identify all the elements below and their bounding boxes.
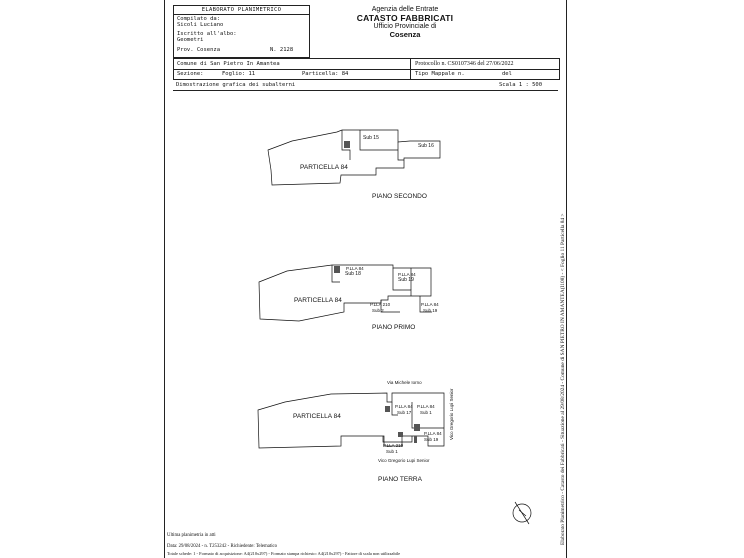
primo-pla-label-1: P.LLA 84 bbox=[346, 266, 364, 271]
particella-field: Particella: 84 bbox=[302, 71, 349, 77]
comune-field: Comune di San Pietro In Amantea bbox=[177, 61, 280, 67]
secondo-title: PIANO SECONDO bbox=[372, 193, 427, 200]
elaborato-title: ELABORATO PLANIMETRICO bbox=[174, 6, 309, 15]
del-field: del bbox=[502, 71, 512, 77]
primo-sub-label-1: Sub 18 bbox=[345, 271, 361, 277]
plan-piano-terra bbox=[258, 393, 444, 448]
street-vico-gregorio-bottom: Vico Gregorio Lupi Senior bbox=[378, 458, 430, 463]
terra-sub-label-2: Sub 1 bbox=[420, 410, 432, 415]
protocollo-field: Protocollo n. CS0107346 del 27/06/2022 bbox=[415, 61, 514, 67]
terra-pla-label-1: P.LLA 84 bbox=[395, 404, 413, 409]
compiled-label: Compilato da: bbox=[177, 16, 221, 22]
street-vico-gregorio-side: Vico Gregorio Lupi Senior bbox=[449, 388, 454, 440]
registration-number: N. 2128 bbox=[270, 47, 294, 53]
registered-label: Iscritto all'albo: bbox=[177, 31, 237, 37]
north-arrow-icon bbox=[513, 502, 531, 524]
primo-particella-label: PARTICELLA 84 bbox=[294, 297, 342, 304]
province-label: Prov. Cosenza bbox=[177, 47, 221, 53]
primo-sub-label-3: Sub 2 bbox=[372, 308, 384, 313]
office-label: Ufficio Provinciale di bbox=[373, 23, 437, 30]
tipo-mappale-field: Tipo Mappale n. bbox=[415, 71, 465, 77]
sezione-field: Sezione: bbox=[177, 71, 204, 77]
terra-sub-label-3: Sub 19 bbox=[424, 437, 439, 442]
terra-sub-label-4: Sub 1 bbox=[386, 449, 398, 454]
terra-pla-label-4: P.LLA 210 bbox=[383, 443, 404, 448]
terra-title: PIANO TERRA bbox=[378, 476, 422, 483]
terra-pla-label-2: P.LLA 84 bbox=[417, 404, 435, 409]
primo-sub-label-2: Sub 19 bbox=[398, 277, 414, 283]
plan-piano-secondo bbox=[268, 130, 440, 185]
secondo-sub-16: Sub 16 bbox=[418, 143, 434, 149]
footer-format-line: Totale schede: 1 - Formato di acquisizione: A4(210x297) - Formato stampa richiesto: A4(210x297) - Fattore di scala non utilizzabile bbox=[167, 551, 401, 556]
compiled-name: Sicoli Luciano bbox=[177, 22, 224, 28]
registered-value: Geometri bbox=[177, 37, 204, 43]
scale-label: Scala 1 : 500 bbox=[499, 82, 543, 88]
secondo-sub-15: Sub 15 bbox=[363, 135, 379, 141]
vertical-situation-text: Elaborato Planimetrico - Catasto dei Fabbricati - Situazione al 29/08/2024 - Comune di SAN PIETRO IN AMANTEA(I108) - < Foglio 11 Particella 84 > bbox=[560, 213, 566, 545]
footer-last-plan: Ultima planimetria in atti bbox=[167, 533, 216, 538]
catasto-title: CATASTO FABBRICATI bbox=[356, 13, 454, 23]
primo-pla-label-3: P.LLA 210 bbox=[370, 302, 391, 307]
secondo-particella-label: PARTICELLA 84 bbox=[300, 164, 348, 171]
agency-name: Agenzia delle Entrate bbox=[371, 6, 439, 13]
terra-particella-label: PARTICELLA 84 bbox=[293, 413, 341, 420]
primo-sub-label-4: Sub 19 bbox=[423, 308, 438, 313]
dimostrazione-label: Dimostrazione grafica dei subalterni bbox=[176, 82, 296, 88]
terra-pla-label-3: P.LLA 84 bbox=[424, 431, 442, 436]
footer-date-line: Data: 29/08/2024 - n. T253242 - Richiedente: Telematico bbox=[167, 544, 278, 549]
primo-pla-label-4: P.LLA 84 bbox=[421, 302, 439, 307]
foglio-field: Foglio: 11 bbox=[222, 71, 256, 77]
primo-title: PIANO PRIMO bbox=[372, 324, 416, 331]
terra-sub-label-1: Sub 17 bbox=[397, 410, 412, 415]
primo-pla-label-2: P.LLA 84 bbox=[398, 272, 416, 277]
office-city: Cosenza bbox=[389, 30, 421, 39]
street-via-michele-iorno: Via Michele Iorno bbox=[387, 380, 422, 385]
